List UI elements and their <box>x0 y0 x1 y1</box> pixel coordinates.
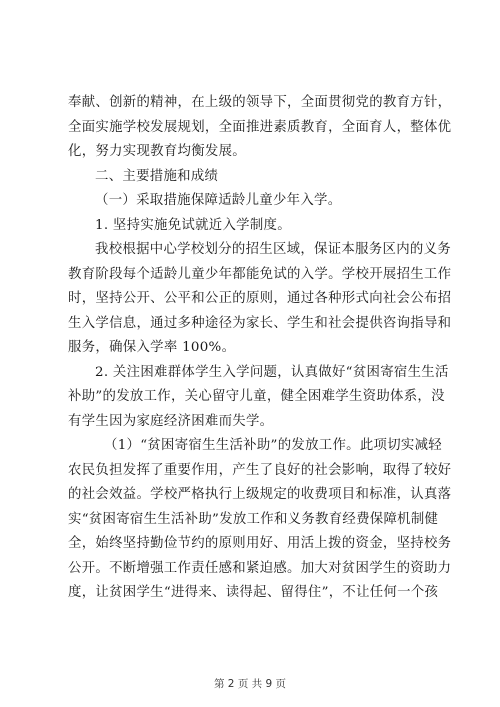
text-line: 我校根据中心学校划分的招生区域，保证本服务区内的义务 <box>95 242 451 257</box>
text-line: 全，始终坚持勤俭节约的原则用好、用活上拨的资金，坚持校务 <box>68 536 452 551</box>
text-line: 服务，确保入学率 100%。 <box>68 340 236 355</box>
text-line: 农民负担发挥了重要作用，产生了良好的社会影响，取得了较好 <box>68 462 452 478</box>
text-line: 奉献、创新的精神，在上级的领导下，全面贯彻党的教育方针， <box>68 95 452 110</box>
item-heading: 1. 坚持实施免试就近入学制度。 <box>95 217 291 233</box>
text-line: 生入学信息，通过多种途径为家长、学生和社会提供咨询指导和 <box>68 315 452 331</box>
text-line: 度，让贫困学生“进得来、读得起、留得住”，不让任何一个孩 <box>68 585 439 600</box>
text-line: （1）“贫困寄宿生生活补助”的发放工作。此项切实减轻 <box>104 438 442 453</box>
text-line: 的社会效益。学校严格执行上级规定的收费项目和标准，认真落 <box>68 487 452 502</box>
text-line: 有学生因为家庭经济困难而失学。 <box>68 413 274 429</box>
text-line: 化，努力实现教育均衡发展。 <box>68 144 246 159</box>
text-line: 补助”的发放工作，关心留守儿童，健全困难学生资助体系，没 <box>68 389 445 404</box>
item-heading: 2. 关注困难群体学生入学问题，认真做好“贫困寄宿生生活 <box>95 364 449 380</box>
text-line: 教育阶段每个适龄儿童少年都能免试的入学。学校开展招生工作 <box>68 266 452 282</box>
subsection-heading: （一）采取措施保障适龄儿童少年入学。 <box>95 193 342 208</box>
text-line: 公开。不断增强工作责任感和紧迫感。加大对贫困学生的资助力 <box>68 560 452 576</box>
page-number-footer: 第 2 页 共 9 页 <box>213 678 287 690</box>
text-line: 实“贫困寄宿生生活补助”发放工作和义务教育经费保障机制健 <box>68 511 439 527</box>
section-heading: 二、主要措施和成绩 <box>95 168 219 184</box>
text-line: 时，坚持公开、公平和公正的原则，通过各种形式向社会公布招 <box>68 291 452 306</box>
text-line: 全面实施学校发展规划，全面推进素质教育，全面育人，整体优 <box>68 119 452 135</box>
document-body <box>68 91 454 606</box>
